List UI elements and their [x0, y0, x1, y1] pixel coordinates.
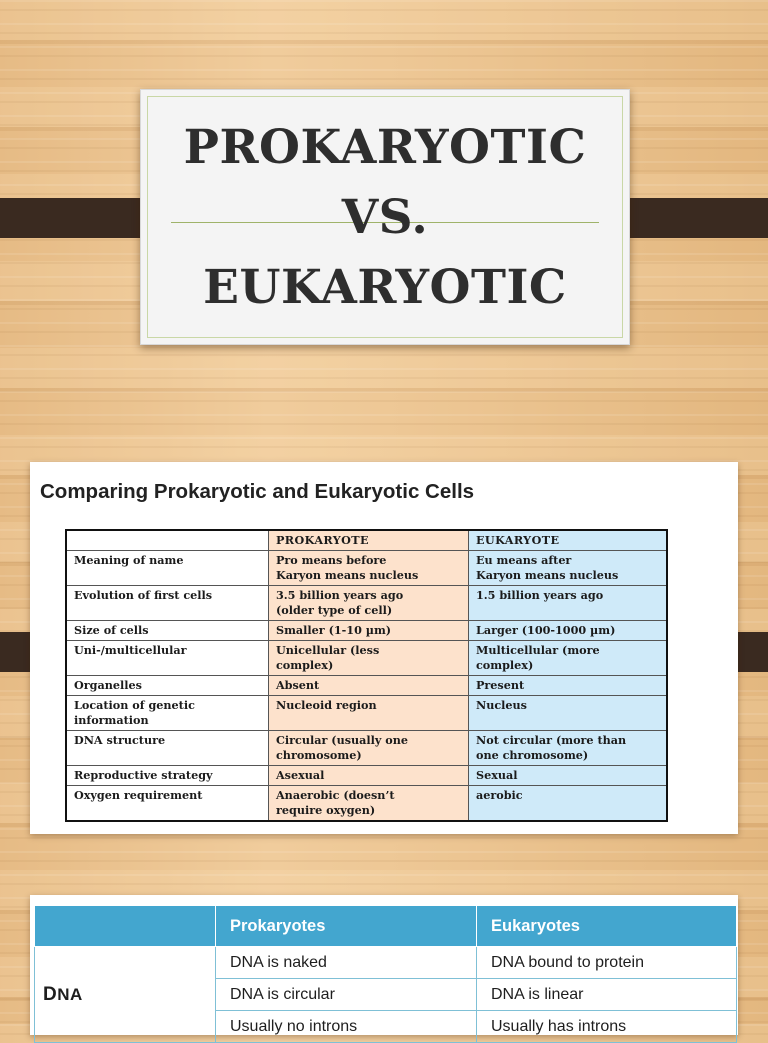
- eukaryote-cell: Sexual: [469, 766, 668, 786]
- comparison-heading: Comparing Prokaryotic and Eukaryotic Cells: [40, 480, 475, 503]
- dna-eukaryote-cell: DNA is linear: [477, 979, 737, 1011]
- decorative-bar-right: [613, 198, 768, 238]
- table-row: [35, 947, 737, 979]
- prokaryote-cell: Circular (usually one chromosome): [269, 731, 469, 766]
- decorative-bar-right-lower: [738, 632, 768, 672]
- prokaryote-cell: Anaerobic (doesn’t require oxygen): [269, 786, 469, 822]
- dna-table: [34, 905, 737, 1043]
- dna-header-row: [35, 906, 737, 947]
- eukaryote-cell: Eu means after Karyon means nucleus: [469, 551, 668, 586]
- prokaryote-cell: Unicellular (less complex): [269, 641, 469, 676]
- feature-cell: Evolution of first cells: [66, 586, 269, 621]
- eukaryote-cell: 1.5 billion years ago: [469, 586, 668, 621]
- prokaryote-cell: Absent: [269, 676, 469, 696]
- decorative-bar-left-lower: [0, 632, 30, 672]
- feature-cell: Oxygen requirement: [66, 786, 269, 822]
- header-cell-eukaryote: EUKARYOTE: [469, 530, 668, 551]
- feature-cell: Uni-/multicellular: [66, 641, 269, 676]
- header-cell-feature: [66, 530, 269, 551]
- table-row: [66, 731, 667, 766]
- dna-row-label: [35, 947, 216, 1043]
- prokaryote-cell: Smaller (1-10 µm): [269, 621, 469, 641]
- dna-eukaryote-cell: Usually has introns: [477, 1011, 737, 1043]
- comparison-header-row: [66, 530, 667, 551]
- title-card: [140, 89, 630, 345]
- dna-panel: [30, 895, 738, 1035]
- dna-row-label-initial: D: [43, 983, 58, 1005]
- table-row: [66, 786, 667, 822]
- prokaryote-cell: Nucleoid region: [269, 696, 469, 731]
- dna-header-blank: [35, 906, 216, 947]
- comparison-table: [65, 529, 668, 822]
- eukaryote-cell: aerobic: [469, 786, 668, 822]
- title-line-3: EUKARYOTIC: [203, 260, 567, 315]
- table-row: [66, 676, 667, 696]
- feature-cell: Size of cells: [66, 621, 269, 641]
- dna-row-label-rest: NA: [57, 984, 83, 1004]
- table-row: [66, 641, 667, 676]
- feature-cell: Meaning of name: [66, 551, 269, 586]
- feature-cell: Location of genetic information: [66, 696, 269, 731]
- eukaryote-cell: Larger (100-1000 µm): [469, 621, 668, 641]
- dna-header-eukaryotes: Eukaryotes: [477, 906, 737, 947]
- eukaryote-cell: Multicellular (more complex): [469, 641, 668, 676]
- prokaryote-cell: 3.5 billion years ago (older type of cell): [269, 586, 469, 621]
- header-cell-prokaryote: PROKARYOTE: [269, 530, 469, 551]
- dna-prokaryote-cell: Usually no introns: [216, 1011, 477, 1043]
- table-row: [66, 551, 667, 586]
- table-row: [66, 766, 667, 786]
- prokaryote-cell: Pro means before Karyon means nucleus: [269, 551, 469, 586]
- eukaryote-cell: Not circular (more than one chromosome): [469, 731, 668, 766]
- eukaryote-cell: Nucleus: [469, 696, 668, 731]
- feature-cell: Reproductive strategy: [66, 766, 269, 786]
- decorative-bar-left: [0, 198, 155, 238]
- dna-prokaryote-cell: DNA is naked: [216, 947, 477, 979]
- feature-cell: Organelles: [66, 676, 269, 696]
- table-row: [66, 621, 667, 641]
- table-row: [66, 586, 667, 621]
- table-row: [66, 696, 667, 731]
- dna-header-prokaryotes: Prokaryotes: [216, 906, 477, 947]
- feature-cell: DNA structure: [66, 731, 269, 766]
- title-line-1: PROKARYOTIC: [183, 120, 587, 175]
- dna-prokaryote-cell: DNA is circular: [216, 979, 477, 1011]
- title-line-2: VS.: [341, 190, 429, 245]
- dna-eukaryote-cell: DNA bound to protein: [477, 947, 737, 979]
- eukaryote-cell: Present: [469, 676, 668, 696]
- prokaryote-cell: Asexual: [269, 766, 469, 786]
- comparison-panel: [30, 462, 738, 834]
